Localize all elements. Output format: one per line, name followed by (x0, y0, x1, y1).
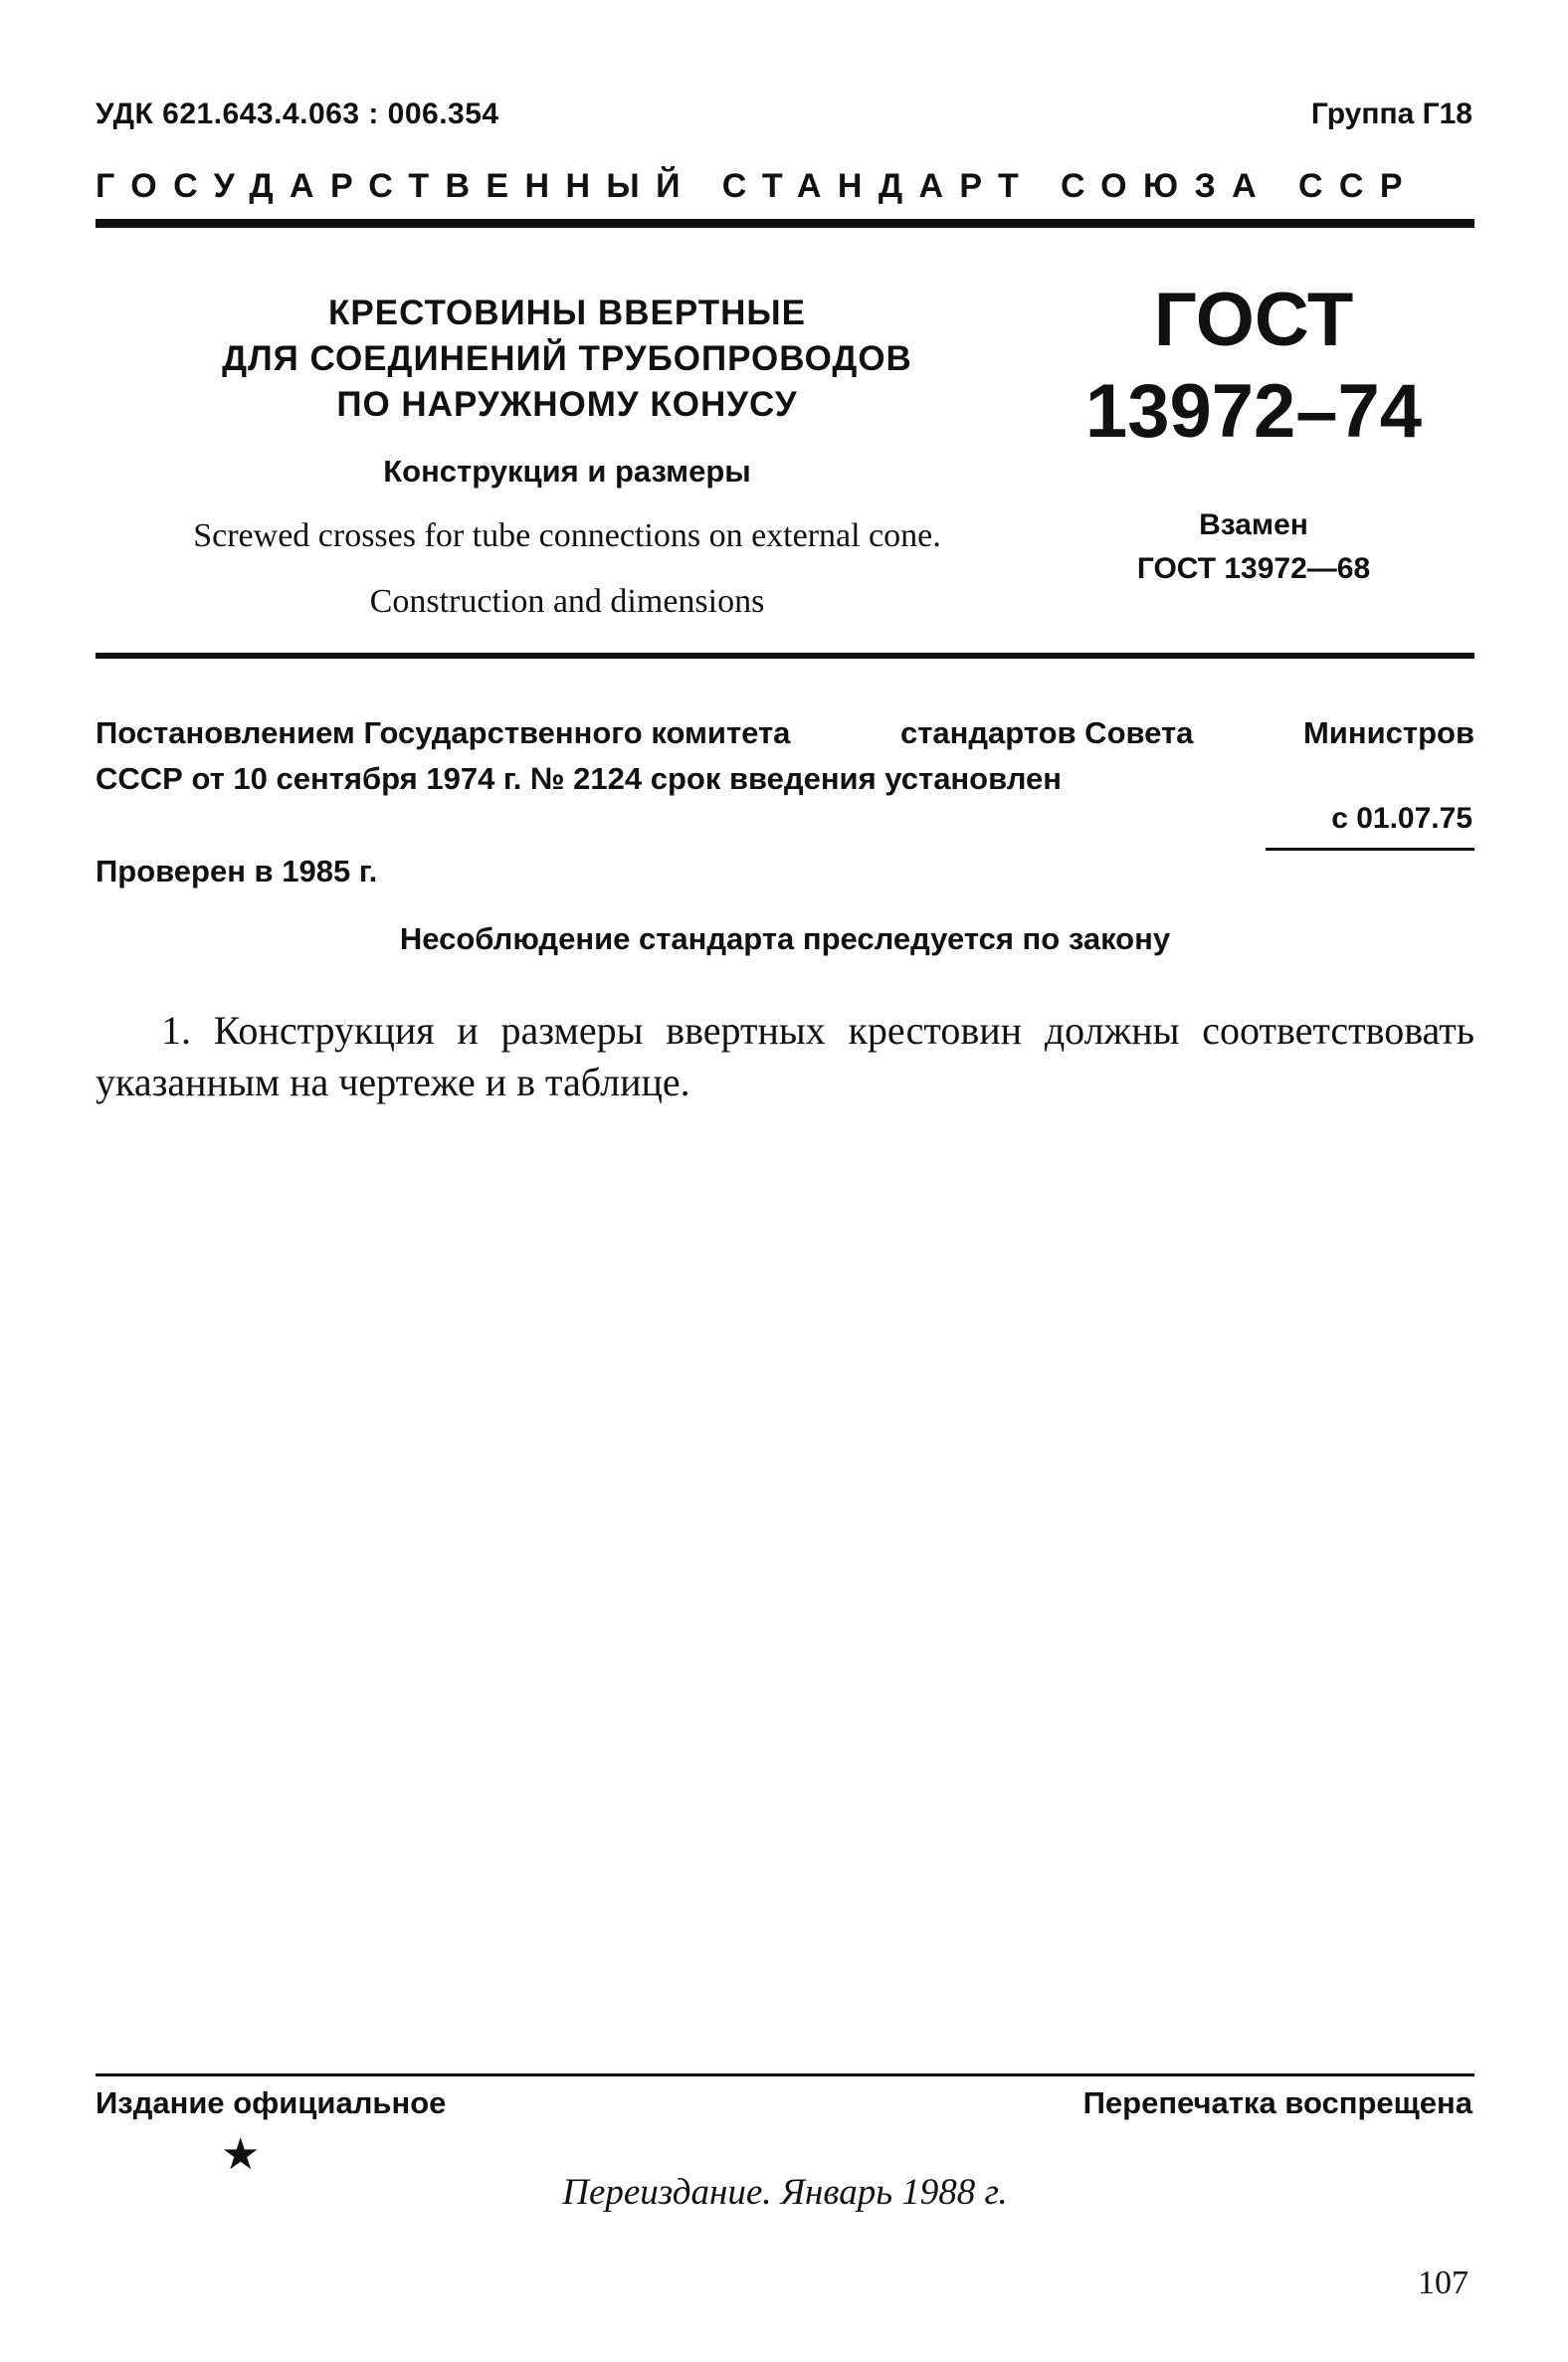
gost-block (1035, 275, 1472, 591)
group-code: Группа Г18 (1310, 98, 1472, 130)
legal-notice: Несоблюдение стандарта преследуется по закону (399, 921, 1171, 956)
page-number: 107 (1418, 2264, 1469, 2301)
decree-text (96, 710, 1474, 802)
star-icon: ★ (221, 2130, 261, 2179)
header-rule (96, 219, 1474, 228)
udk-code: УДК 621.643.4.063 : 006.354 (96, 98, 499, 130)
english-title-line-2: Construction and dimensions (369, 583, 765, 620)
decree-line-2: СССР от 10 сентября 1974 г. № 2124 срок введения установлен (96, 761, 1062, 796)
gost-number: 13972–74 (1084, 369, 1423, 454)
title-block (179, 291, 955, 621)
title-line-2: ДЛЯ СОЕДИНЕНИЙ ТРУБОПРОВОДОВ (222, 339, 912, 378)
official-edition: Издание официальное (96, 2085, 447, 2120)
clause-1 (96, 1005, 1474, 1108)
effective-date-rule (1266, 848, 1474, 851)
title-subtitle: Конструкция и размеры (383, 454, 751, 489)
replaces-standard: ГОСТ 13972—68 (1136, 552, 1371, 585)
footer-rule (96, 2073, 1474, 2076)
title-rule (96, 653, 1474, 659)
reprint-note: Переиздание. Январь 1988 г. (562, 2172, 1008, 2213)
checked-note: Проверен в 1985 г. (96, 854, 378, 888)
gost-label: ГОСТ (1153, 278, 1354, 362)
decree-part-3: Министров (1302, 715, 1474, 750)
decree-part-1: Постановлением Государственного комитета (96, 715, 791, 750)
title-line-3: ПО НАРУЖНОМУ КОНУСУ (336, 385, 798, 424)
effective-date: с 01.07.75 (1331, 802, 1472, 835)
clause-1-text: 1. Конструкция и размеры ввертных крестовин должны соответствовать указанным на чертеже и в таблице. (96, 1008, 1474, 1104)
state-standard-banner: ГОСУДАРСТВЕННЫЙ СТАНДАРТ СОЮЗА ССР (96, 167, 1419, 205)
title-line-1: КРЕСТОВИНЫ ВВЕРТНЫЕ (328, 294, 806, 332)
reprint-prohibited: Перепечатка воспрещена (1082, 2085, 1472, 2120)
english-title-line-1: Screwed crosses for tube connections on external cone. (193, 517, 941, 554)
decree-part-2: стандартов Совета (899, 715, 1194, 750)
replaces-label: Взамен (1199, 508, 1308, 541)
